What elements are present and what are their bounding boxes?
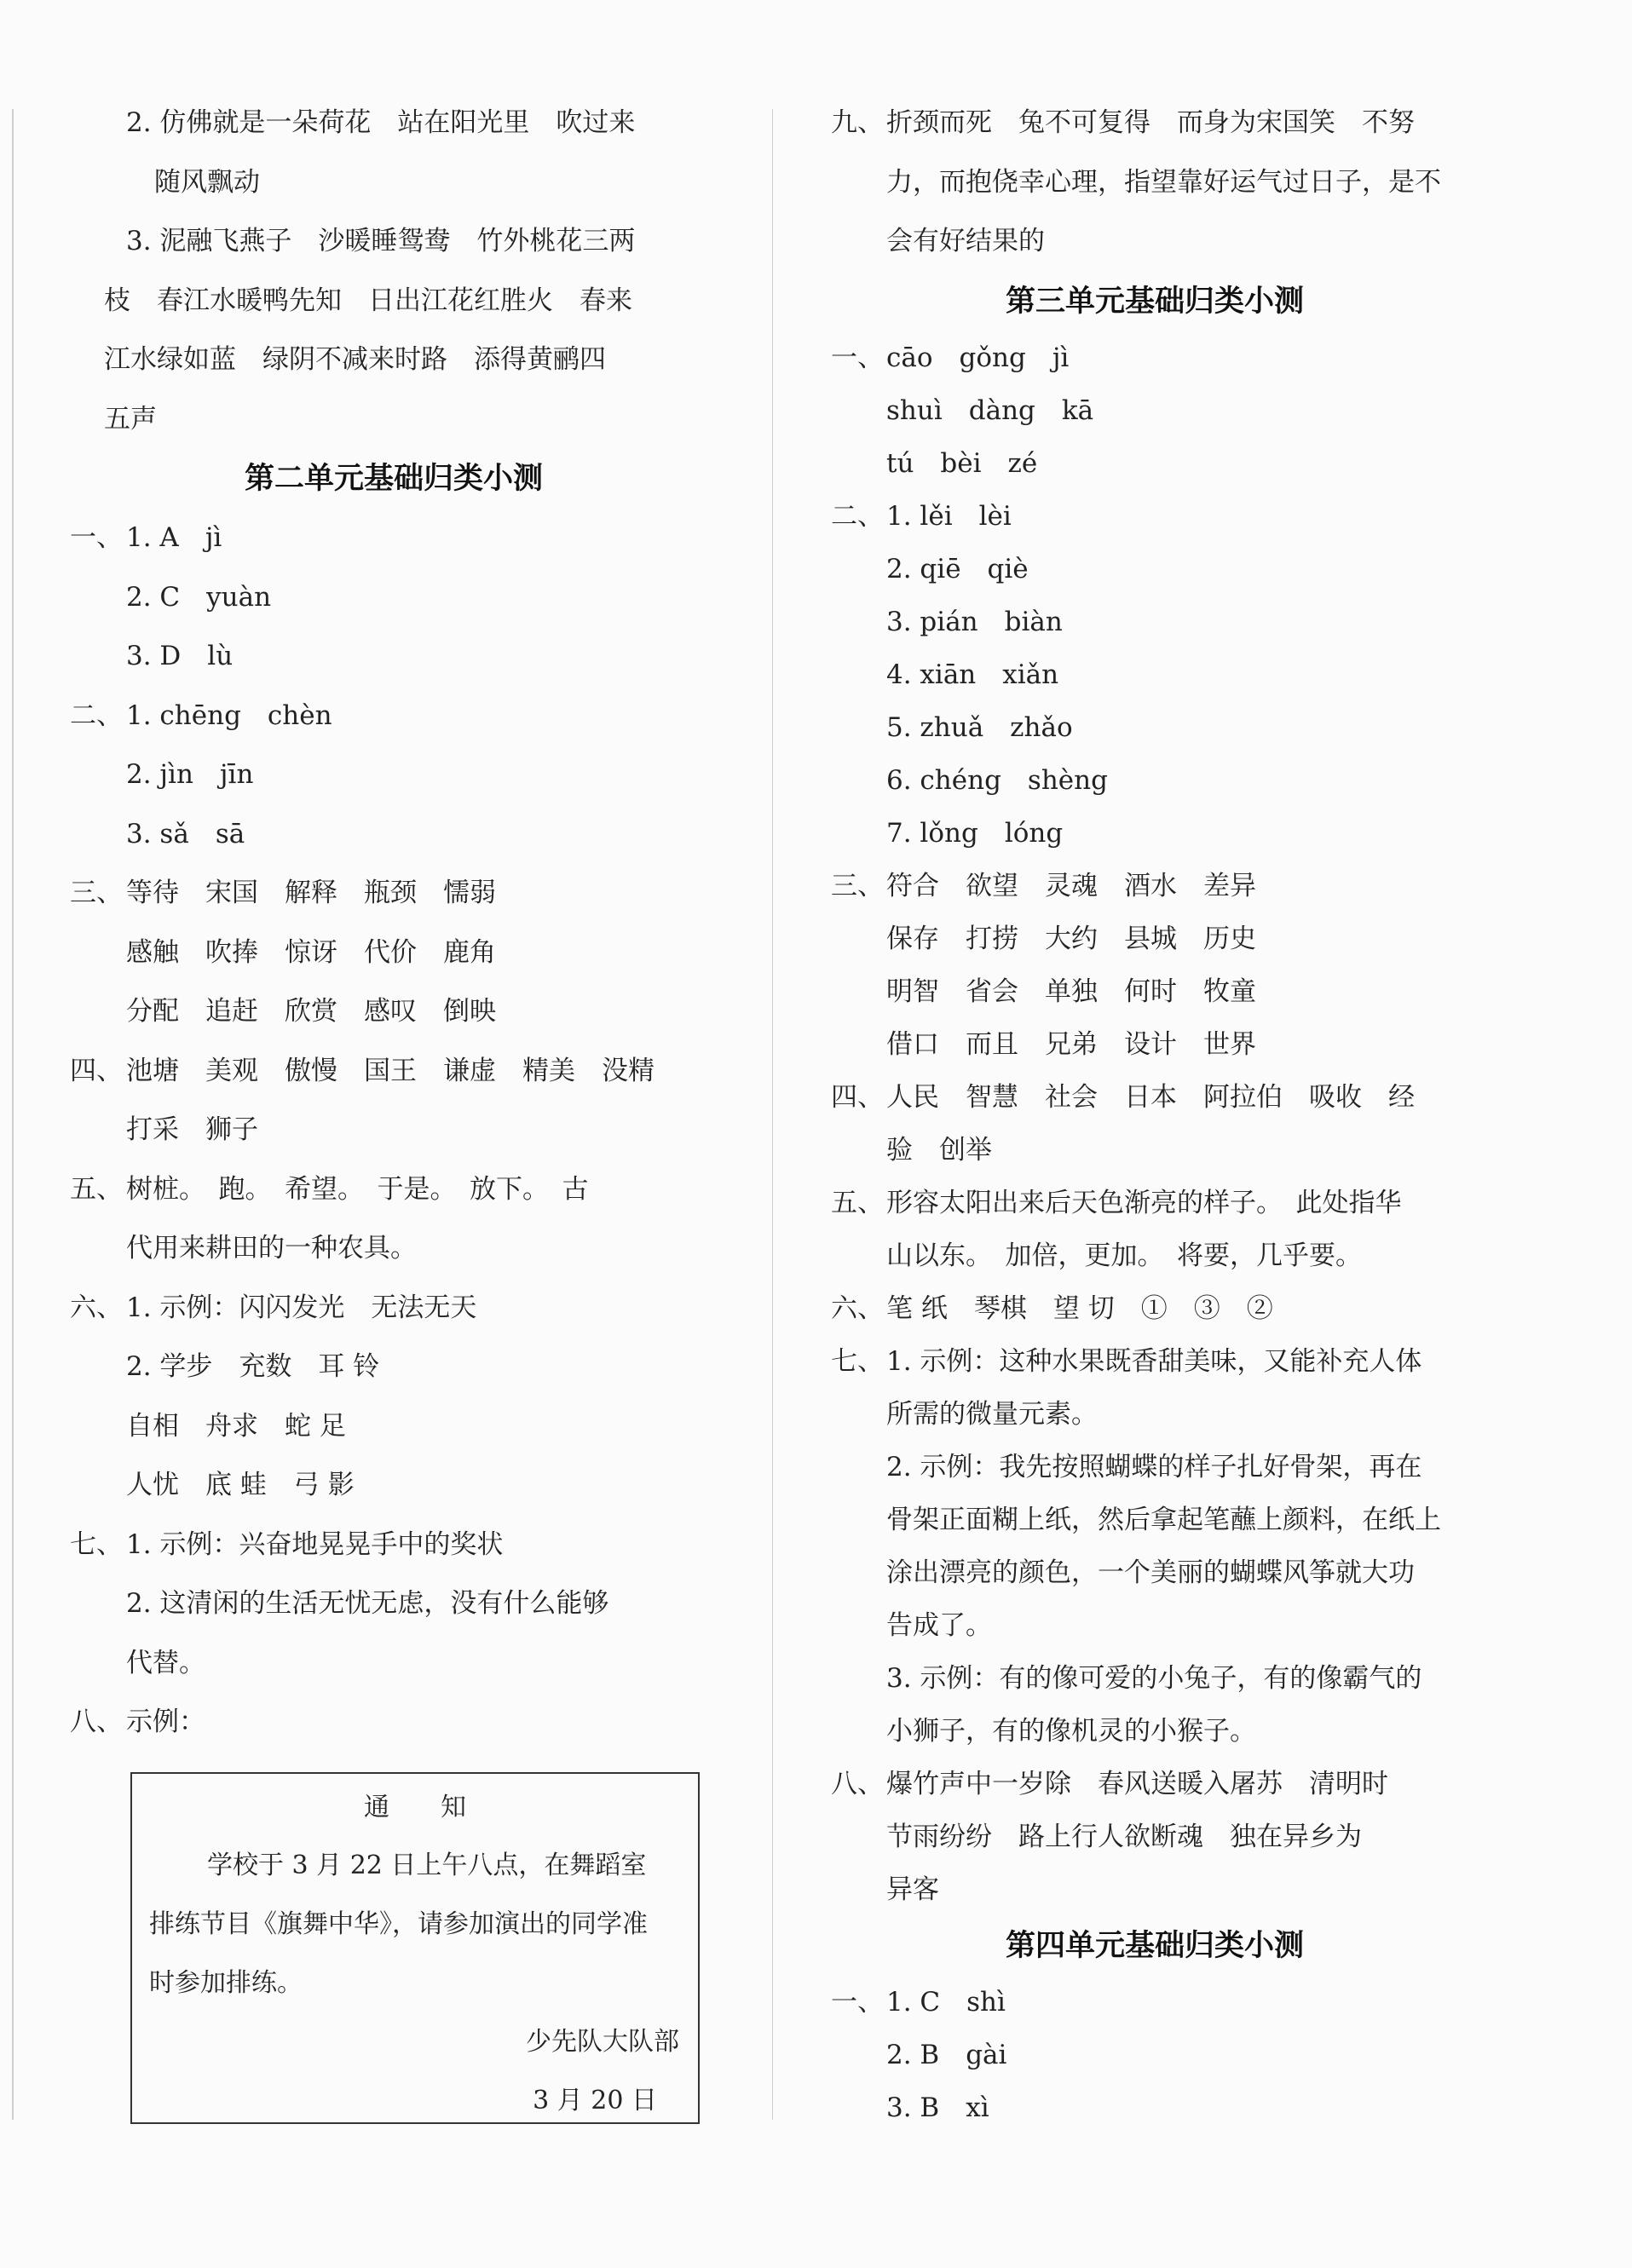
answer-line <box>831 384 1479 437</box>
answer-line <box>831 1441 1479 1494</box>
answer-line <box>831 2029 1479 2081</box>
answer-text: 江水绿如蓝 绿阴不减来时路 添得黄鹂四 <box>104 344 606 375</box>
answer-text: 1. chēng chèn <box>126 699 332 731</box>
question-marker: 八、 <box>831 1768 884 1799</box>
answer-line <box>831 965 1479 1018</box>
question-marker: 一、 <box>831 1986 884 2018</box>
answer-line <box>831 2081 1479 2134</box>
answer-text: 人忧 底 蛙 弓 影 <box>126 1470 355 1500</box>
answer-text: 2. jìn jīn <box>126 759 254 790</box>
answer-line <box>70 1456 718 1516</box>
answer-text: 枝 春江水暖鸭先知 日出江花红胜火 春来 <box>104 285 632 316</box>
answer-line <box>70 1397 718 1457</box>
answer-text: 2. 这清闲的生活无忧无虑，没有什么能够 <box>126 1588 609 1619</box>
question-marker: 九、 <box>831 107 884 138</box>
answer-line <box>831 437 1479 490</box>
answer-text: 人民 智慧 社会 日本 阿拉伯 吸收 经 <box>886 1081 1415 1113</box>
answer-line <box>831 331 1479 384</box>
answer-text: 5. zhuǎ zhǎo <box>886 711 1073 743</box>
answer-line <box>831 860 1479 912</box>
answer-text: 所需的微量元素。 <box>886 1398 1098 1430</box>
column-divider <box>772 109 773 2120</box>
answer-line <box>831 1177 1479 1229</box>
answer-line <box>831 596 1479 648</box>
answer-line <box>70 1338 718 1397</box>
answer-text: 验 创举 <box>886 1134 992 1166</box>
answer-line <box>70 924 718 983</box>
right-column <box>831 94 1479 2134</box>
answer-text: 1. 示例：闪闪发光 无法无天 <box>126 1292 477 1323</box>
question-marker: 三、 <box>70 878 123 908</box>
answer-line <box>70 1279 718 1338</box>
answer-text: 五声 <box>104 403 157 435</box>
unit2-title: 第二单元基础归类小测 <box>244 462 543 496</box>
unit3-title: 第三单元基础归类小测 <box>1005 284 1304 319</box>
answer-text: 1. C shì <box>886 1986 1006 2018</box>
question-marker: 一、 <box>831 342 884 373</box>
answer-line <box>831 1018 1479 1071</box>
left-intro-block <box>70 94 718 449</box>
question-marker: 二、 <box>70 699 123 731</box>
answer-text: 随风飘动 <box>154 166 260 198</box>
answer-line <box>70 153 718 213</box>
answer-line <box>70 627 718 687</box>
answer-text: 符合 欲望 灵魂 酒水 差异 <box>886 870 1256 901</box>
answer-line <box>831 1705 1479 1758</box>
answer-line <box>831 807 1479 860</box>
answer-line <box>70 272 718 331</box>
answer-text: 树桩。 跑。 希望。 于是。 放下。 古 <box>126 1173 589 1205</box>
answer-text: cāo gǒng jì <box>886 342 1070 373</box>
notice-body-line: 时参加排练。 <box>149 1968 303 1998</box>
notice-title: 通 知 <box>364 1793 466 1822</box>
answer-line <box>831 212 1479 272</box>
answer-text: 3. D lù <box>126 641 234 671</box>
answer-line <box>831 701 1479 754</box>
question-marker: 五、 <box>831 1187 884 1218</box>
answer-text: 形容太阳出来后天色渐亮的样子。 此处指华 <box>886 1187 1402 1218</box>
answer-line <box>831 1976 1479 2029</box>
answer-line <box>831 94 1479 153</box>
question-marker: 五、 <box>70 1173 123 1205</box>
answer-text: 爆竹声中一岁除 春风送暖入屠苏 清明时 <box>886 1768 1388 1799</box>
unit4-answers <box>831 1976 1479 2134</box>
answer-text: 7. lǒng lóng <box>886 817 1064 849</box>
answer-line <box>70 1516 718 1575</box>
answer-text: 代用来耕田的一种农具。 <box>126 1233 417 1264</box>
answer-text: 告成了。 <box>886 1609 992 1641</box>
answer-line <box>70 1101 718 1160</box>
answer-text: 3. 泥融飞燕子 沙暖睡鸳鸯 竹外桃花三两 <box>126 226 636 256</box>
answer-line <box>70 331 718 390</box>
question-marker: 一、 <box>70 522 123 553</box>
answer-text: 3. B xì <box>886 2092 989 2123</box>
question-marker: 七、 <box>70 1528 123 1560</box>
answer-line <box>831 490 1479 543</box>
answer-text: 4. xiān xiǎn <box>886 659 1059 690</box>
answer-line <box>831 543 1479 596</box>
answer-line <box>831 1758 1479 1810</box>
answer-text: 异客 <box>886 1874 939 1905</box>
answer-text: 节雨纷纷 路上行人欲断魂 独在异乡为 <box>886 1821 1362 1852</box>
unit4-title: 第四单元基础归类小测 <box>1005 1928 1304 1963</box>
answer-text: 分配 追赶 欣赏 感叹 倒映 <box>126 996 496 1027</box>
answer-line <box>831 1229 1479 1282</box>
answer-text: 山以东。 加倍，更加。 将要，几乎要。 <box>886 1240 1362 1271</box>
answer-text: 2. 示例：我先按照蝴蝶的样子扎好骨架，再在 <box>886 1451 1422 1482</box>
answer-text: 小狮子，有的像机灵的小猴子。 <box>886 1715 1256 1747</box>
answer-text: 会有好结果的 <box>886 226 1045 256</box>
answer-line <box>831 1335 1479 1388</box>
answer-text: 涂出漂亮的颜色，一个美丽的蝴蝶风筝就大功 <box>886 1557 1415 1588</box>
answer-line <box>70 1693 718 1753</box>
left-column <box>70 94 718 1753</box>
answer-line <box>831 1124 1479 1177</box>
answer-line <box>70 864 718 924</box>
answer-line <box>70 745 718 805</box>
answer-line <box>831 1546 1479 1599</box>
right-intro-block <box>831 94 1479 272</box>
answer-line <box>831 1494 1479 1546</box>
question-marker: 三、 <box>831 870 884 901</box>
answer-line <box>70 390 718 450</box>
answer-line <box>70 805 718 865</box>
answer-text: 3. sǎ sā <box>126 818 245 849</box>
answer-text: 力，而抱侥幸心理，指望靠好运气过日子，是不 <box>886 166 1441 198</box>
answer-text: 2. 学步 充数 耳 铃 <box>126 1351 380 1382</box>
answer-text: 保存 打捞 大约 县城 历史 <box>886 923 1256 954</box>
answer-line <box>831 1071 1479 1124</box>
answer-text: 2. qiē qiè <box>886 553 1029 584</box>
notice-body-line: 排练节目《旗舞中华》，请参加演出的同学准 <box>149 1909 648 1939</box>
answer-line <box>70 1160 718 1220</box>
page-edge-line <box>12 109 14 2120</box>
answer-text: 1. A jì <box>126 522 222 553</box>
answer-text: 折颈而死 兔不可复得 而身为宋国笑 不努 <box>886 107 1415 138</box>
question-marker: 二、 <box>831 500 884 532</box>
answer-line <box>70 687 718 746</box>
answer-text: 感触 吹捧 惊讶 代价 鹿角 <box>126 936 496 968</box>
answer-line <box>831 648 1479 701</box>
answer-line <box>831 1863 1479 1916</box>
answer-line <box>70 509 718 568</box>
answer-text: 代替。 <box>126 1647 205 1678</box>
answer-line <box>831 1599 1479 1652</box>
answer-line <box>70 212 718 272</box>
answer-text: 自相 舟求 蛇 足 <box>126 1410 346 1442</box>
answer-line <box>70 94 718 153</box>
answer-text: 6. chéng shèng <box>886 764 1108 796</box>
answer-text: 骨架正面糊上纸，然后拿起笔蘸上颜料，在纸上 <box>886 1504 1441 1535</box>
answer-line <box>831 1282 1479 1335</box>
answer-text: 2. C yuàn <box>126 581 272 613</box>
unit2-answers <box>70 509 718 1753</box>
answer-line <box>831 1388 1479 1441</box>
answer-text: 1. lěi lèi <box>886 500 1012 532</box>
answer-text: 1. 示例：这种水果既香甜美味，又能补充人体 <box>886 1345 1422 1377</box>
answer-text: 等待 宋国 解释 瓶颈 懦弱 <box>126 878 496 908</box>
answer-line <box>70 568 718 628</box>
answer-line <box>70 1219 718 1279</box>
answer-text: 借口 而且 兄弟 设计 世界 <box>886 1028 1256 1060</box>
unit3-answers <box>831 331 1479 1916</box>
answer-text: 池塘 美观 傲慢 国王 谦虚 精美 没精 <box>126 1055 655 1086</box>
notice-signer: 少先队大队部 <box>526 2027 679 2057</box>
answer-text: shuì dàng kā <box>886 394 1094 426</box>
answer-line <box>831 754 1479 807</box>
answer-line <box>70 1574 718 1634</box>
answer-text: 1. 示例：兴奋地晃晃手中的奖状 <box>126 1528 504 1560</box>
answer-text: 打采 狮子 <box>126 1114 258 1145</box>
answer-text: 3. 示例：有的像可爱的小兔子，有的像霸气的 <box>886 1662 1422 1694</box>
answer-line <box>70 982 718 1042</box>
answer-line <box>831 1652 1479 1705</box>
notice-box <box>130 1772 700 2124</box>
answer-line <box>70 1634 718 1694</box>
question-marker: 七、 <box>831 1345 884 1377</box>
notice-date: 3 月 20 日 <box>533 2086 657 2115</box>
answer-line <box>831 1810 1479 1863</box>
question-marker: 四、 <box>831 1081 884 1113</box>
answer-text: tú bèi zé <box>886 447 1038 479</box>
question-marker: 六、 <box>70 1292 123 1323</box>
answer-text: 明智 省会 单独 何时 牧童 <box>886 976 1256 1007</box>
answer-line <box>70 1042 718 1102</box>
answer-text: 3. pián biàn <box>886 606 1063 637</box>
answer-line <box>831 912 1479 965</box>
question-marker: 六、 <box>831 1292 884 1324</box>
answer-text: 示例： <box>126 1707 205 1737</box>
notice-body-line: 学校于 3 月 22 日上午八点，在舞蹈室 <box>207 1851 647 1880</box>
answer-text: 2. 仿佛就是一朵荷花 站在阳光里 吹过来 <box>126 107 636 138</box>
answer-text: 2. B gài <box>886 2039 1007 2070</box>
question-marker: 四、 <box>70 1055 123 1086</box>
answer-line <box>831 153 1479 213</box>
question-marker: 八、 <box>70 1707 123 1737</box>
answer-text: 笔 纸 琴棋 望 切 ① ③ ② <box>886 1292 1273 1324</box>
